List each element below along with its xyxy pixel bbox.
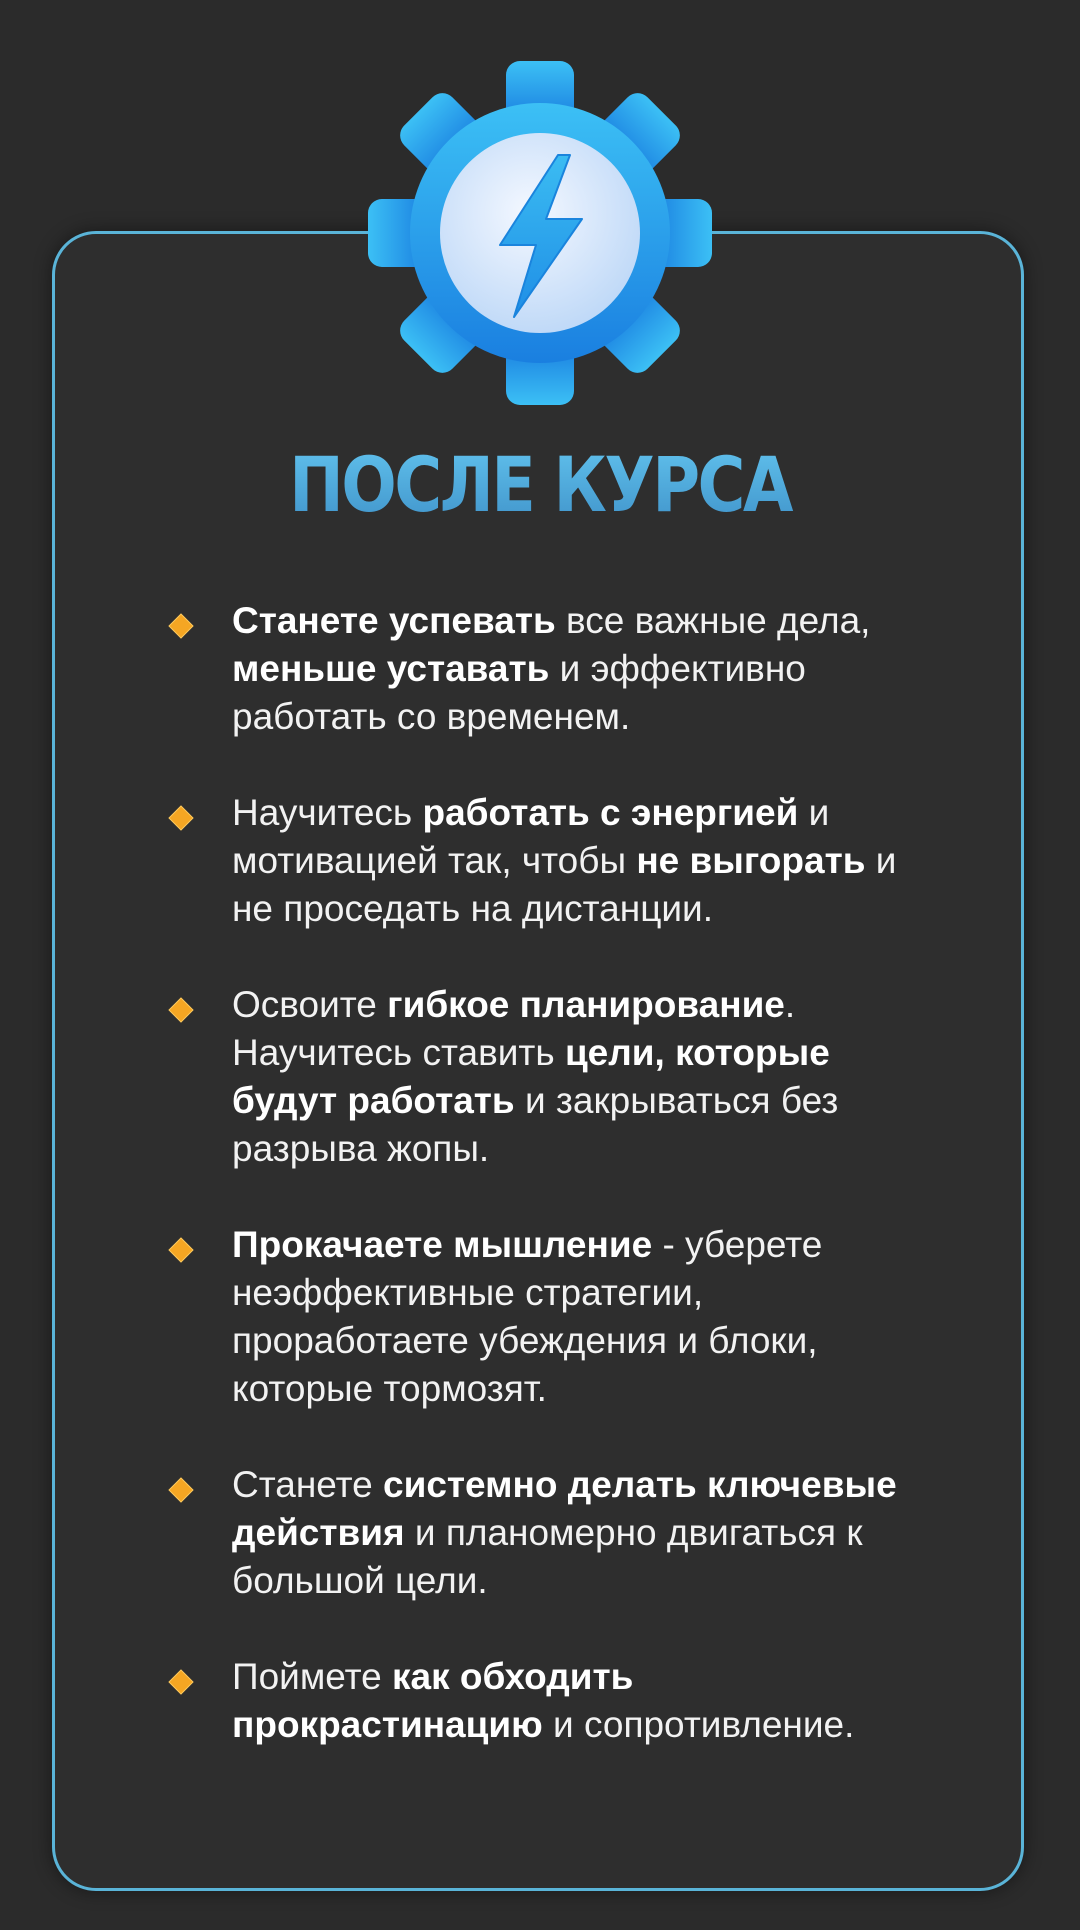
diamond-bullet-icon: [168, 997, 194, 1023]
diamond-bullet-icon: [168, 1477, 194, 1503]
page-title: ПОСЛЕ КУРСА: [76, 440, 1005, 530]
diamond-bullet-icon: [168, 1237, 194, 1263]
list-item-text: Научитесь работать с энергией и мотивацией так, чтобы не выгорать и не проседать на дистанции.: [232, 792, 897, 929]
diamond-bullet-icon: [168, 1669, 194, 1695]
list-item-text: Станете успевать все важные дела, меньше уставать и эффективно работать со временем.: [232, 600, 871, 737]
diamond-bullet-icon: [168, 805, 194, 831]
list-item-text: Поймете как обходить прокрастинацию и сопротивление.: [232, 1656, 855, 1745]
list-item-text: Станете системно делать ключевые действия и планомерно двигаться к большой цели.: [232, 1464, 897, 1601]
diamond-bullet-icon: [168, 613, 194, 639]
list-item-text: Прокачаете мышление - уберете неэффективные стратегии, проработаете убеждения и блоки, которые тормозят.: [232, 1224, 823, 1409]
list-item-text: Освоите гибкое планирование. Научитесь ставить цели, которые будут работать и закрываться без разрыва жопы.: [232, 984, 839, 1169]
